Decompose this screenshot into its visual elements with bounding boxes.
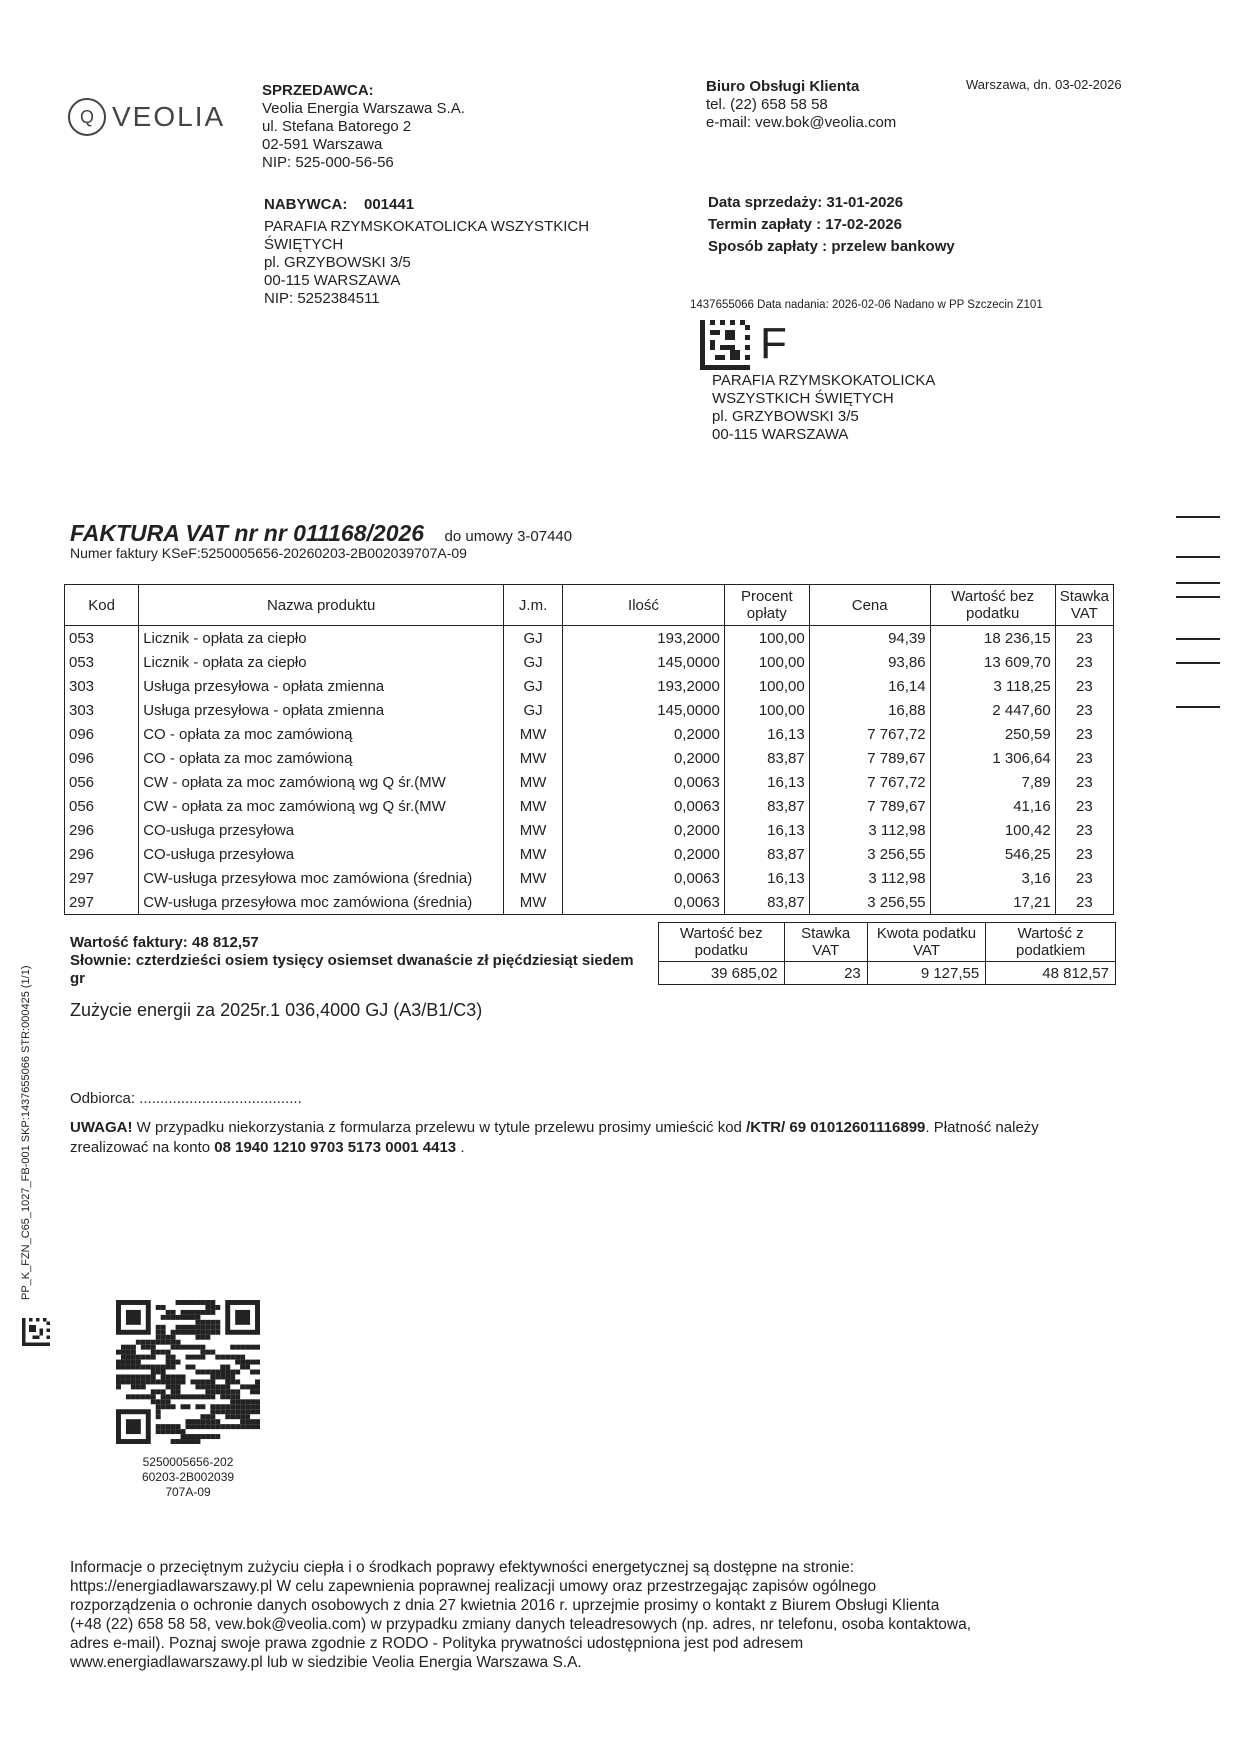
cell-price: 3 112,98	[809, 818, 930, 842]
cell-unit: MW	[504, 770, 563, 794]
summary-rate: 23	[784, 962, 867, 985]
cell-unit: MW	[504, 794, 563, 818]
cell-net-value: 1 306,64	[930, 746, 1055, 770]
notice-text: W przypadku niekorzystania z formularza przelewu w tytule przelewu prosimy umieścić kod	[132, 1119, 747, 1136]
cell-quantity: 0,2000	[563, 842, 725, 866]
cell-price: 94,39	[809, 626, 930, 651]
table-body	[65, 626, 1114, 915]
cell-percent: 83,87	[724, 794, 809, 818]
notice-text: zrealizować na konto	[70, 1139, 215, 1156]
veolia-logo-icon: Q	[68, 98, 106, 136]
cell-price: 7 789,67	[809, 794, 930, 818]
table-row	[65, 866, 1114, 890]
invoice-title-row	[70, 520, 572, 547]
cell-unit: MW	[504, 722, 563, 746]
table-row	[65, 770, 1114, 794]
table-row	[65, 626, 1114, 651]
postal-datamatrix	[700, 320, 750, 375]
customer-service-phone: tel. (22) 658 58 58	[706, 96, 828, 113]
cell-net-value: 250,59	[930, 722, 1055, 746]
cell-percent: 83,87	[724, 746, 809, 770]
fold-mark	[1176, 706, 1220, 708]
info-line: www.energiadlawarszawy.pl lub w siedzibie Veolia Energia Warszawa S.A.	[70, 1654, 582, 1671]
seller-heading: SPRZEDAWCA:	[262, 82, 374, 99]
notice-text: .	[456, 1139, 465, 1156]
summary-net: 39 685,02	[659, 962, 785, 985]
column-header: J.m.	[504, 585, 563, 626]
receiver-signature-line: Odbiorca: .......................................	[70, 1090, 302, 1107]
veolia-logo-text: VEOLIA	[112, 101, 226, 132]
fold-mark	[1176, 638, 1220, 640]
cell-code: 053	[65, 626, 139, 651]
fold-mark	[1176, 516, 1220, 518]
ksef-qr-code	[116, 1300, 260, 1449]
contract-ref: do umowy 3-07440	[444, 528, 573, 545]
cell-product: Licznik - opłata za ciepło	[139, 626, 504, 651]
cell-vat-rate: 23	[1055, 794, 1113, 818]
transfer-code: /KTR/ 69 01012601116899	[746, 1119, 926, 1136]
cell-net-value: 546,25	[930, 842, 1055, 866]
cell-percent: 16,13	[724, 818, 809, 842]
recipient-line: 00-115 WARSZAWA	[712, 426, 849, 443]
cell-code: 096	[65, 746, 139, 770]
cell-unit: MW	[504, 866, 563, 890]
table-header-row	[65, 585, 1114, 626]
cell-net-value: 100,42	[930, 818, 1055, 842]
cell-net-value: 2 447,60	[930, 698, 1055, 722]
invoice-title: FAKTURA VAT nr nr 011168/2026	[70, 520, 425, 546]
notice-text: . Płatność należy	[925, 1119, 1039, 1136]
notice-lead: UWAGA!	[70, 1119, 133, 1136]
cell-vat-rate: 23	[1055, 890, 1113, 915]
info-line: (+48 (22) 658 58 58, vew.bok@veolia.com) w przypadku zmiany danych teleadresowych (np. adres, nr telefonu, osoba kontaktowa,	[70, 1616, 972, 1633]
table-row	[65, 674, 1114, 698]
vat-summary-table	[658, 922, 1116, 985]
qr-caption-line: 5250005656-202	[142, 1455, 234, 1469]
table-row	[65, 650, 1114, 674]
qr-code-icon	[116, 1300, 260, 1444]
cell-percent: 100,00	[724, 626, 809, 651]
table-row	[65, 794, 1114, 818]
cell-percent: 83,87	[724, 842, 809, 866]
buyer-block	[264, 196, 589, 308]
buyer-code: 001441	[364, 196, 415, 213]
ksef-number: Numer faktury KSeF:5250005656-20260203-2B002039707A-09	[70, 545, 467, 561]
buyer-label: NABYWCA:	[264, 196, 348, 213]
column-header: Wartość bez podatku	[930, 585, 1055, 626]
cell-price: 3 256,55	[809, 890, 930, 915]
cell-code: 303	[65, 698, 139, 722]
table-row	[65, 842, 1114, 866]
cell-percent: 16,13	[724, 770, 809, 794]
recipient-address	[712, 372, 935, 444]
postal-category-letter: F	[760, 319, 787, 368]
summary-values-row	[659, 962, 1116, 985]
summary-vat: 9 127,55	[867, 962, 985, 985]
column-header: Procent opłaty	[724, 585, 809, 626]
cell-quantity: 145,0000	[563, 698, 725, 722]
summary-header: Stawka VAT	[784, 923, 867, 962]
cell-price: 7 789,67	[809, 746, 930, 770]
postal-stamp-line: 1437655066 Data nadania: 2026-02-06 Nadano w PP Szczecin Z101	[690, 299, 1043, 311]
seller-line: NIP: 525-000-56-56	[262, 154, 394, 171]
fold-mark	[1176, 582, 1220, 584]
due-date: Termin zapłaty : 17-02-2026	[708, 216, 902, 233]
recipient-line: WSZYSTKICH ŚWIĘTYCH	[712, 390, 894, 407]
cell-product: CW - opłata za moc zamówioną wg Q śr.(MW	[139, 770, 504, 794]
customer-service-heading: Biuro Obsługi Klienta	[706, 78, 860, 95]
cell-percent: 16,13	[724, 722, 809, 746]
cell-quantity: 0,2000	[563, 746, 725, 770]
cell-product: CW - opłata za moc zamówioną wg Q śr.(MW	[139, 794, 504, 818]
table-row	[65, 698, 1114, 722]
cell-price: 16,14	[809, 674, 930, 698]
table-row	[65, 722, 1114, 746]
cell-quantity: 0,2000	[563, 818, 725, 842]
cell-net-value: 3,16	[930, 866, 1055, 890]
summary-header: Wartość bez podatku	[659, 923, 785, 962]
cell-quantity: 193,2000	[563, 674, 725, 698]
seller-block	[262, 82, 465, 172]
seller-line: 02-591 Warszawa	[262, 136, 383, 153]
cell-product: CO-usługa przesyłowa	[139, 842, 504, 866]
veolia-logo	[68, 98, 225, 136]
qr-caption-line: 707A-09	[165, 1485, 211, 1499]
cell-price: 7 767,72	[809, 770, 930, 794]
buyer-line: ŚWIĘTYCH	[264, 236, 344, 253]
cell-code: 297	[65, 866, 139, 890]
amount-in-words: Słownie: czterdzieści osiem tysięcy osiemset dwanaście zł pięćdziesiąt siedem gr	[70, 952, 634, 987]
seller-line: Veolia Energia Warszawa S.A.	[262, 100, 465, 117]
cell-net-value: 13 609,70	[930, 650, 1055, 674]
cell-product: CO - opłata za moc zamówioną	[139, 746, 504, 770]
cell-code: 056	[65, 794, 139, 818]
column-header: Stawka VAT	[1055, 585, 1113, 626]
payment-method: Sposób zapłaty : przelew bankowy	[708, 238, 955, 255]
cell-quantity: 145,0000	[563, 650, 725, 674]
cell-code: 056	[65, 770, 139, 794]
notice-line-1	[70, 1118, 1039, 1138]
gdpr-info	[70, 1558, 1150, 1672]
cell-net-value: 3 118,25	[930, 674, 1055, 698]
energy-consumption: Zużycie energii za 2025r.1 036,4000 GJ (A3/B1/C3)	[70, 1000, 483, 1020]
small-datamatrix-icon	[22, 1318, 50, 1346]
cell-price: 7 767,72	[809, 722, 930, 746]
cell-quantity: 0,0063	[563, 794, 725, 818]
invoice-items-table	[64, 584, 1114, 915]
cell-vat-rate: 23	[1055, 866, 1113, 890]
sale-dates-block	[708, 192, 955, 258]
qr-caption-line: 60203-2B002039	[141, 1470, 235, 1484]
cell-percent: 16,13	[724, 866, 809, 890]
side-print-code: PP_K_FZN_C65_1027_FB-001 SKP:1437655066 STR:000425 (1/1)	[20, 965, 32, 1300]
cell-product: Usługa przesyłowa - opłata zmienna	[139, 674, 504, 698]
cell-code: 296	[65, 842, 139, 866]
cell-vat-rate: 23	[1055, 650, 1113, 674]
cell-quantity: 0,0063	[563, 770, 725, 794]
table-row	[65, 746, 1114, 770]
cell-vat-rate: 23	[1055, 722, 1113, 746]
customer-service-block	[706, 78, 896, 132]
cell-unit: GJ	[504, 698, 563, 722]
info-line: rozporządzenia o ochronie danych osobowych z dnia 27 kwietnia 2016 r. uprzejmie prosimy o kontakt z Biurem Obsługi Klienta	[70, 1597, 940, 1614]
cell-product: Usługa przesyłowa - opłata zmienna	[139, 698, 504, 722]
table-row	[65, 818, 1114, 842]
fold-mark	[1176, 556, 1220, 558]
cell-vat-rate: 23	[1055, 818, 1113, 842]
column-header: Cena	[809, 585, 930, 626]
cell-product: CW-usługa przesyłowa moc zamówiona (średnia)	[139, 890, 504, 915]
cell-code: 303	[65, 674, 139, 698]
cell-code: 096	[65, 722, 139, 746]
cell-product: Licznik - opłata za ciepło	[139, 650, 504, 674]
cell-vat-rate: 23	[1055, 770, 1113, 794]
cell-unit: MW	[504, 818, 563, 842]
cell-net-value: 17,21	[930, 890, 1055, 915]
cell-percent: 83,87	[724, 890, 809, 915]
payment-notice	[70, 1118, 1039, 1158]
cell-code: 297	[65, 890, 139, 915]
bank-account: 08 1940 1210 9703 5173 0001 4413	[214, 1139, 457, 1156]
cell-unit: MW	[504, 746, 563, 770]
cell-percent: 100,00	[724, 698, 809, 722]
cell-price: 3 112,98	[809, 866, 930, 890]
invoice-total-value: Wartość faktury: 48 812,57	[70, 934, 259, 951]
column-header: Ilość	[563, 585, 725, 626]
summary-header: Kwota podatku VAT	[867, 923, 985, 962]
buyer-line: NIP: 5252384511	[264, 290, 380, 307]
cell-quantity: 0,0063	[563, 890, 725, 915]
buyer-line: PARAFIA RZYMSKOKATOLICKA WSZYSTKICH	[264, 218, 590, 235]
info-line: adres e-mail). Poznaj swoje prawa zgodnie z RODO - Polityka prywatności udostępniona jest pod adresem	[70, 1635, 804, 1652]
recipient-line: PARAFIA RZYMSKOKATOLICKA	[712, 372, 936, 389]
cell-net-value: 41,16	[930, 794, 1055, 818]
cell-net-value: 18 236,15	[930, 626, 1055, 651]
seller-line: ul. Stefana Batorego 2	[262, 118, 412, 135]
table-row	[65, 890, 1114, 915]
cell-vat-rate: 23	[1055, 698, 1113, 722]
qr-caption	[118, 1455, 258, 1500]
cell-price: 3 256,55	[809, 842, 930, 866]
cell-vat-rate: 23	[1055, 746, 1113, 770]
place-date: Warszawa, dn. 03-02-2026	[966, 77, 1122, 92]
summary-header-row	[659, 923, 1116, 962]
cell-product: CO-usługa przesyłowa	[139, 818, 504, 842]
cell-unit: GJ	[504, 674, 563, 698]
cell-quantity: 0,0063	[563, 866, 725, 890]
cell-product: CO - opłata za moc zamówioną	[139, 722, 504, 746]
summary-gross: 48 812,57	[986, 962, 1116, 985]
buyer-line: 00-115 WARSZAWA	[264, 272, 401, 289]
cell-code: 296	[65, 818, 139, 842]
sale-date: Data sprzedaży: 31-01-2026	[708, 194, 904, 211]
cell-vat-rate: 23	[1055, 842, 1113, 866]
margin-fold-marks	[1176, 510, 1220, 710]
buyer-heading	[264, 196, 589, 214]
recipient-line: pl. GRZYBOWSKI 3/5	[712, 408, 859, 425]
cell-unit: MW	[504, 842, 563, 866]
notice-line-2	[70, 1138, 1039, 1158]
cell-product: CW-usługa przesyłowa moc zamówiona (średnia)	[139, 866, 504, 890]
cell-quantity: 0,2000	[563, 722, 725, 746]
customer-service-email: e-mail: vew.bok@veolia.com	[706, 114, 897, 131]
cell-unit: GJ	[504, 650, 563, 674]
side-datamatrix	[22, 1318, 50, 1351]
info-line: Informacje o przeciętnym zużyciu ciepła i o środkach poprawy efektywności energetycznej są dostępne na stronie:	[70, 1559, 855, 1576]
cell-percent: 100,00	[724, 674, 809, 698]
cell-price: 16,88	[809, 698, 930, 722]
cell-price: 93,86	[809, 650, 930, 674]
info-line: https://energiadlawarszawy.pl W celu zapewnienia poprawnej realizacji umowy oraz przestrzegając zapisów ogólnego	[70, 1578, 877, 1595]
cell-percent: 100,00	[724, 650, 809, 674]
cell-vat-rate: 23	[1055, 626, 1113, 651]
cell-unit: MW	[504, 890, 563, 915]
buyer-line: pl. GRZYBOWSKI 3/5	[264, 254, 411, 271]
column-header: Kod	[65, 585, 139, 626]
cell-quantity: 193,2000	[563, 626, 725, 651]
cell-vat-rate: 23	[1055, 674, 1113, 698]
fold-mark	[1176, 596, 1220, 598]
datamatrix-icon	[700, 320, 750, 370]
cell-code: 053	[65, 650, 139, 674]
cell-net-value: 7,89	[930, 770, 1055, 794]
summary-header: Wartość z podatkiem	[986, 923, 1116, 962]
cell-unit: GJ	[504, 626, 563, 651]
fold-mark	[1176, 662, 1220, 664]
column-header: Nazwa produktu	[139, 585, 504, 626]
